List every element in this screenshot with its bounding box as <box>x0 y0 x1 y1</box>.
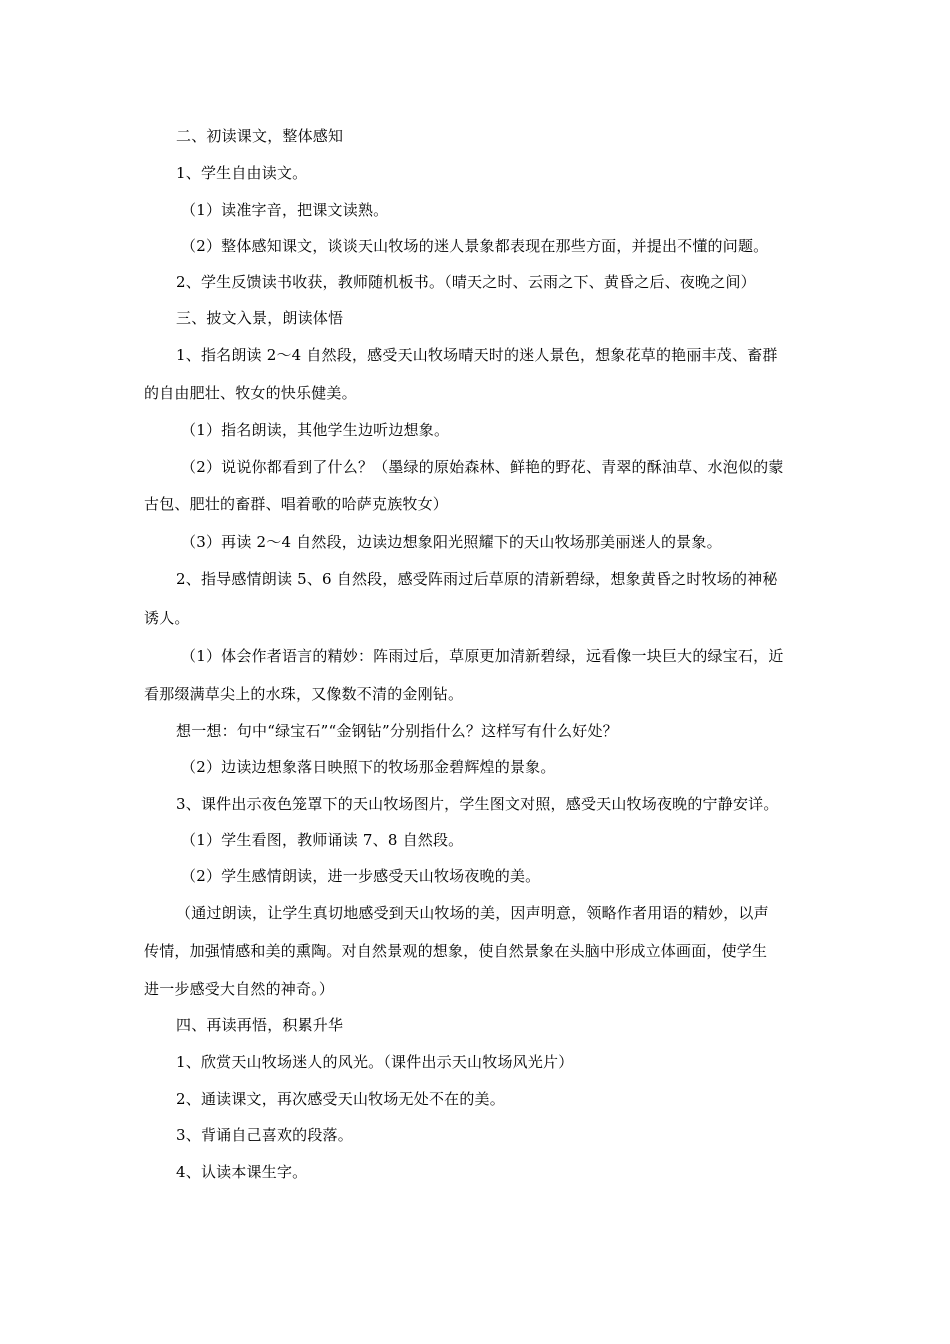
paragraph: 4、认读本课生字。 <box>176 1163 308 1181</box>
paragraph: 1、学生自由读文。 <box>176 164 308 182</box>
paragraph: 1、欣赏天山牧场迷人的风光。（课件出示天山牧场风光片） <box>176 1053 574 1071</box>
paragraph-continuation: 古包、肥壮的畜群、唱着歌的哈萨克族牧女） <box>144 495 449 513</box>
section-heading-4: 四、再读再悟，积累升华 <box>176 1016 344 1034</box>
section-heading-3: 三、披文入景，朗读体悟 <box>176 309 344 327</box>
paragraph-continuation: 诱人。 <box>144 609 190 627</box>
paragraph: 2、指导感情朗读 5、6 自然段，感受阵雨过后草原的清新碧绿，想象黄昏之时牧场的神秘 <box>176 570 778 588</box>
paragraph: 1、指名朗读 2～4 自然段，感受天山牧场晴天时的迷人景色，想象花草的艳丽丰茂、畜群 <box>176 346 778 364</box>
paragraph-continuation: 进一步感受大自然的神奇。） <box>144 980 335 998</box>
paragraph: （2）整体感知课文，谈谈天山牧场的迷人景象都表现在那些方面，并提出不懂的问题。 <box>181 237 769 255</box>
paragraph-continuation: 的自由肥壮、牧女的快乐健美。 <box>144 384 357 402</box>
paragraph: （1）学生看图，教师诵读 7、8 自然段。 <box>181 831 464 849</box>
paragraph: （2）学生感情朗读，进一步感受天山牧场夜晚的美。 <box>181 867 541 885</box>
paragraph: （3）再读 2～4 自然段，边读边想象阳光照耀下的天山牧场那美丽迷人的景象。 <box>181 533 722 551</box>
paragraph: （2）说说你都看到了什么？（墨绿的原始森林、鲜艳的野花、青翠的酥油草、水泡似的蒙 <box>181 458 784 476</box>
paragraph: 2、学生反馈读书收获，教师随机板书。（晴天之时、云雨之下、黄昏之后、夜晚之间） <box>176 273 756 291</box>
paragraph: （通过朗读，让学生真切地感受到天山牧场的美，因声明意，领略作者用语的精妙，以声 <box>176 904 769 922</box>
paragraph: 3、背诵自己喜欢的段落。 <box>176 1126 353 1144</box>
paragraph: （1）指名朗读，其他学生边听边想象。 <box>181 421 450 439</box>
paragraph: 2、通读课文，再次感受天山牧场无处不在的美。 <box>176 1090 505 1108</box>
paragraph: （1）读准字音，把课文读熟。 <box>181 201 389 219</box>
paragraph: （1）体会作者语言的精妙：阵雨过后，草原更加清新碧绿，远看像一块巨大的绿宝石，近 <box>181 647 784 665</box>
paragraph: （2）边读边想象落日映照下的牧场那金碧辉煌的景象。 <box>181 758 556 776</box>
paragraph: 想一想：句中“绿宝石”“金钢钻”分别指什么？这样写有什么好处？ <box>176 722 618 740</box>
paragraph-continuation: 传情，加强情感和美的熏陶。对自然景观的想象，使自然景象在头脑中形成立体画面，使学生 <box>144 942 768 960</box>
paragraph: 3、课件出示夜色笼罩下的天山牧场图片，学生图文对照，感受天山牧场夜晚的宁静安详。 <box>176 795 779 813</box>
paragraph-continuation: 看那缀满草尖上的水珠，又像数不清的金刚钻。 <box>144 685 464 703</box>
section-heading-2: 二、初读课文，整体感知 <box>176 127 344 145</box>
